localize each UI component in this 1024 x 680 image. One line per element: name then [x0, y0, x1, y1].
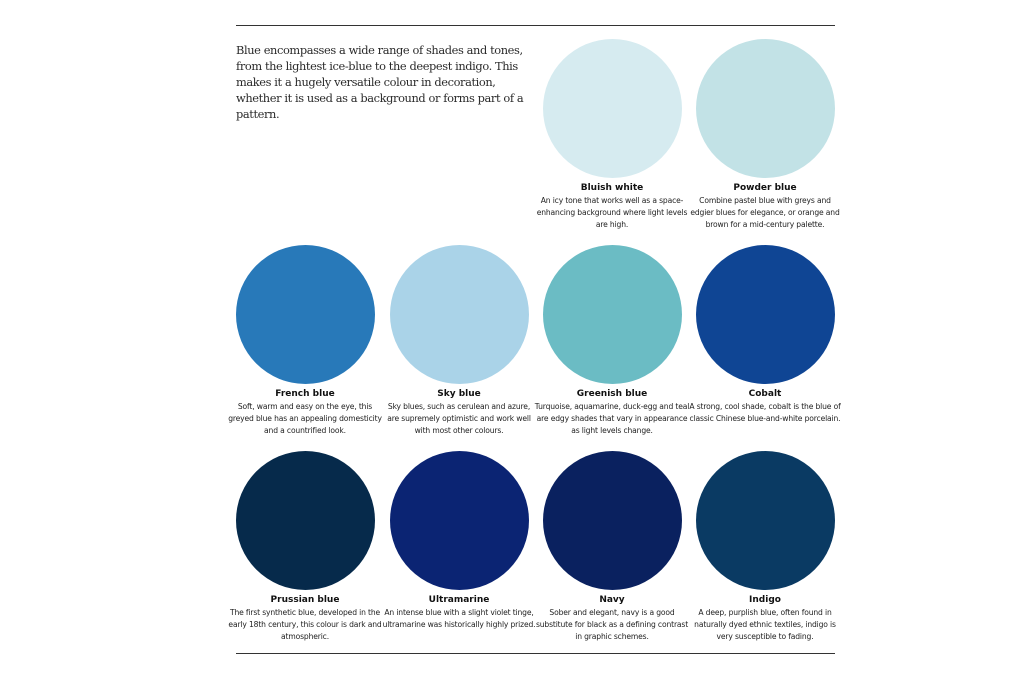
color-circle — [696, 451, 835, 590]
swatch-name: French blue — [275, 389, 335, 399]
swatch-name: Cobalt — [748, 389, 782, 399]
swatch-description: An icy tone that works well as a space-enhancing background where light levels are high. — [536, 196, 688, 229]
swatch-bluish-white — [534, 39, 690, 231]
swatch-description: Sky blues, such as cerulean and azure, are supremely optimistic and work well with most other colours. — [387, 402, 531, 435]
swatch-description: A deep, purplish blue, often found in naturally dyed ethnic textiles, indigo is very susceptible to fading. — [694, 608, 836, 641]
color-circle — [390, 451, 529, 590]
top-divider — [236, 25, 835, 26]
swatch-name: Prussian blue — [270, 595, 340, 605]
bottom-divider — [236, 653, 835, 654]
swatch-name: Bluish white — [580, 183, 644, 193]
swatch-ultramarine — [381, 451, 537, 631]
swatch-name: Greenish blue — [576, 389, 648, 399]
swatch-cobalt — [687, 245, 843, 425]
color-circle — [390, 245, 529, 384]
intro-paragraph: Blue encompasses a wide range of shades and tones, from the lightest ice-blue to the deepest indigo. This makes it a hugely versatile colour in decoration, whether it is used as a background or forms part of a pattern. — [236, 43, 524, 121]
swatch-navy — [534, 451, 690, 643]
color-circle — [543, 451, 682, 590]
swatch-description: Turquoise, aquamarine, duck-egg and teal are edgy shades that vary in appearance as light levels change. — [534, 402, 690, 435]
swatch-description: A strong, cool shade, cobalt is the blue of classic Chinese blue-and-white porcelain. — [689, 402, 841, 423]
color-circle — [236, 451, 375, 590]
color-circle — [236, 245, 375, 384]
swatch-name: Ultramarine — [428, 595, 490, 605]
swatch-description: The first synthetic blue, developed in the early 18th century, this colour is dark and atmospheric. — [228, 608, 382, 641]
color-circle — [696, 245, 835, 384]
swatch-name: Sky blue — [437, 389, 481, 399]
swatch-name: Indigo — [749, 595, 781, 605]
swatch-french-blue — [227, 245, 383, 437]
swatch-prussian-blue — [227, 451, 383, 643]
swatch-description: Combine pastel blue with greys and edgier blues for elegance, or orange and brown for a mid-century palette. — [690, 196, 840, 229]
color-circle — [543, 245, 682, 384]
swatch-name: Powder blue — [733, 183, 797, 193]
swatch-greenish-blue — [534, 245, 690, 437]
color-circle — [543, 39, 682, 178]
swatch-powder-blue — [687, 39, 843, 231]
swatch-description: Soft, warm and easy on the eye, this greyed blue has an appealing domesticity and a countrified look. — [228, 402, 382, 435]
swatch-sky-blue — [381, 245, 537, 437]
swatch-description: An intense blue with a slight violet tinge, ultramarine was historically highly prized. — [382, 608, 536, 629]
swatch-indigo — [687, 451, 843, 643]
color-circle — [696, 39, 835, 178]
swatch-description: Sober and elegant, navy is a good substitute for black as a defining contrast in graphic schemes. — [535, 608, 689, 641]
swatch-name: Navy — [599, 595, 625, 605]
